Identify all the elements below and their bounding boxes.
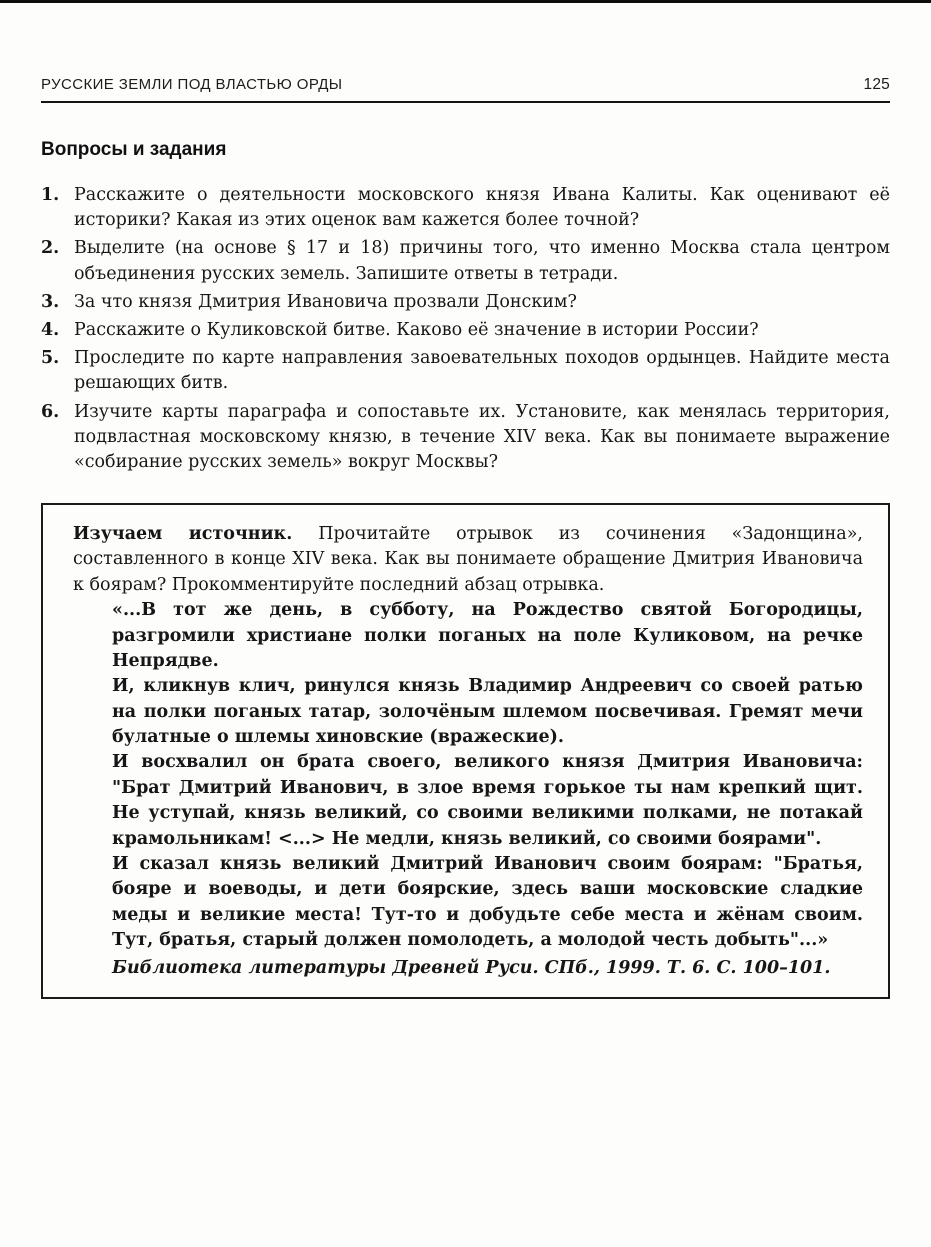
question-item bbox=[41, 183, 890, 233]
question-item bbox=[41, 290, 890, 315]
scan-top-edge bbox=[0, 0, 931, 3]
question-number: 6. bbox=[41, 401, 60, 422]
running-header bbox=[41, 0, 890, 94]
question-item bbox=[41, 236, 890, 286]
question-number: 3. bbox=[41, 291, 60, 312]
question-text: Расскажите о Куликовской битве. Каково её значение в истории России? bbox=[74, 319, 759, 340]
quote-paragraph: И восхвалил он брата своего, великого князя Дмитрия Ивановича: "Брат Дмитрий Иванович, в злое время горькое ты нам крепкий щит. Не уступай, князь великий, со своими великими полками, не потакай крамольникам! <...> Не медли, князь великий, со своими боярами". bbox=[112, 752, 863, 849]
question-number: 5. bbox=[41, 348, 60, 369]
source-lead bbox=[73, 522, 863, 598]
question-item bbox=[41, 400, 890, 476]
source-lead-text: Прочитайте отрывок из сочинения «Задонщина», составленного в конце XIV века. Как вы понимаете обращение Дмитрия Ивановича к боярам? Прокомментируйте последний абзац отрывка. bbox=[73, 524, 863, 595]
question-number: 2. bbox=[41, 238, 60, 259]
running-header-title: РУССКИЕ ЗЕМЛИ ПОД ВЛАСТЬЮ ОРДЫ bbox=[41, 76, 343, 93]
quote-paragraph: И сказал князь великий Дмитрий Иванович своим боярам: "Братья, бояре и воеводы, и дети боярские, здесь ваши московские сладкие меды и великие места! Тут-то и добудьте себе места и жёнам своим. Тут, братья, старый должен помолодеть, а молодой честь добыть"...» bbox=[112, 853, 863, 951]
question-text: Выделите (на основе § 17 и 18) причины того, что именно Москва стала центром объединения русских земель. Запишите ответы в тетради. bbox=[74, 238, 890, 284]
source-lead-label: Изучаем источник. bbox=[73, 524, 293, 545]
quote-paragraph: «...В тот же день, в субботу, на Рождество святой Богородицы, разгромили христиане полки поганых на поле Куликовом, на речке Непрядве. bbox=[112, 600, 863, 671]
source-quote bbox=[73, 598, 863, 953]
page-number: 125 bbox=[863, 76, 890, 93]
source-box bbox=[41, 503, 890, 999]
question-item bbox=[41, 346, 890, 396]
question-text: Проследите по карте направления завоевательных походов ордынцев. Найдите места решающих битв. bbox=[74, 348, 890, 394]
question-number: 4. bbox=[41, 319, 60, 340]
source-citation: Библиотека литературы Древней Руси. СПб., 1999. Т. 6. С. 100–101. bbox=[112, 958, 831, 979]
question-text: Расскажите о деятельности московского князя Ивана Калиты. Как оценивают её историки? Какая из этих оценок вам кажется более точной? bbox=[74, 185, 890, 231]
header-rule bbox=[41, 101, 890, 103]
question-text: За что князя Дмитрия Ивановича прозвали Донским? bbox=[74, 291, 577, 312]
section-title: Вопросы и задания bbox=[41, 139, 227, 160]
question-number: 1. bbox=[41, 185, 60, 205]
question-item bbox=[41, 318, 890, 343]
questions-list bbox=[41, 183, 890, 475]
quote-paragraph: И, кликнув клич, ринулся князь Владимир Андреевич со своей ратью на полки поганых татар, золочёным шлемом посвечивая. Гремят мечи булатные о шлемы хиновские (вражеские). bbox=[112, 676, 863, 748]
question-text: Изучите карты параграфа и сопоставьте их. Установите, как менялась территория, подвластная московскому князю, в течение XIV века. Как вы понимаете выражение «собирание русских земель» вокруг Москвы? bbox=[74, 401, 890, 472]
